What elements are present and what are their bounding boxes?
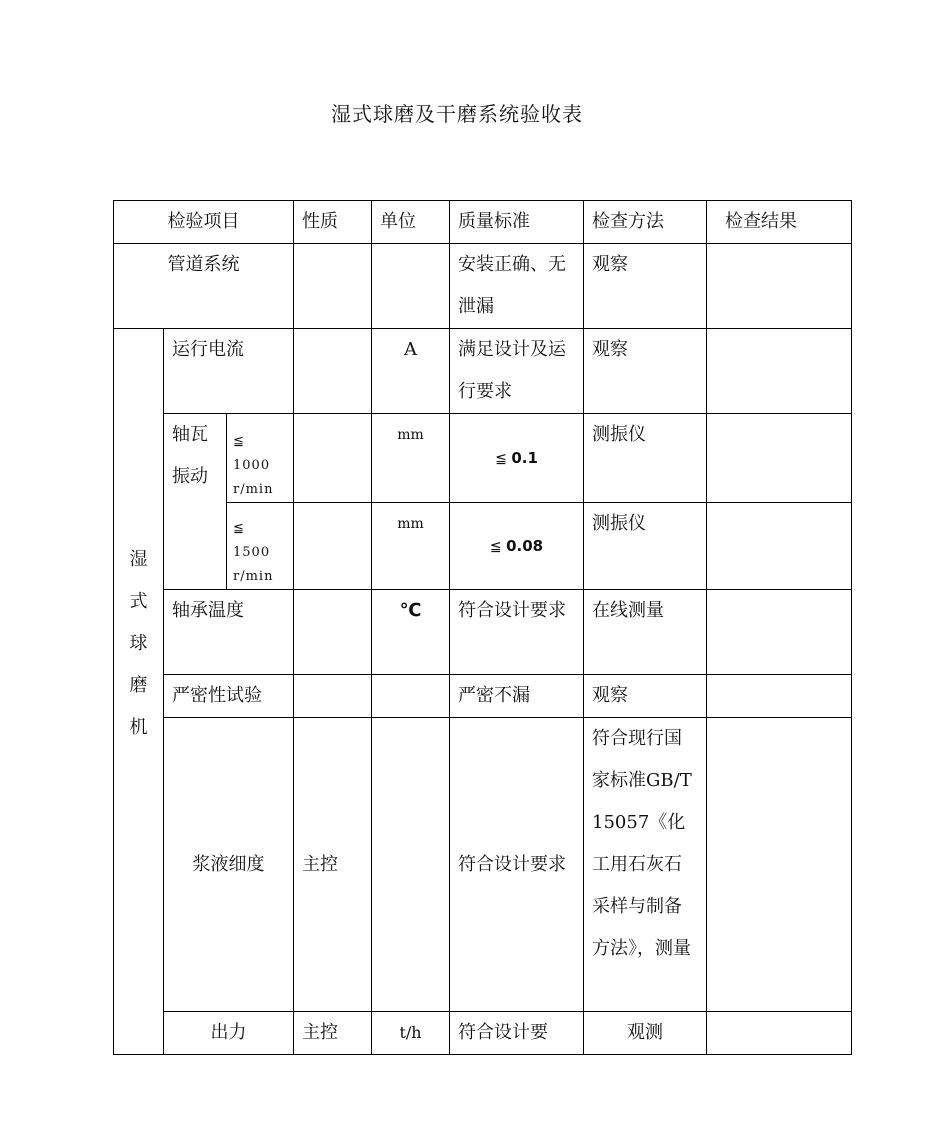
page-title: 湿式球磨及干磨系统验收表 — [331, 102, 583, 126]
slurry-result — [707, 718, 852, 1012]
header-standard: 质量标准 — [450, 201, 584, 244]
vibration-nature-1 — [294, 414, 372, 503]
header-row — [114, 201, 852, 244]
vibration-method-2: 测振仪 — [584, 503, 707, 590]
header-unit: 单位 — [372, 201, 450, 244]
pipe-method: 观察 — [584, 244, 707, 329]
header-result: 检查结果 — [707, 201, 852, 244]
current-result — [707, 329, 852, 414]
current-item: 运行电流 — [164, 329, 294, 414]
temp-result — [707, 590, 852, 675]
table-row — [114, 414, 852, 503]
acceptance-table — [113, 200, 852, 1055]
slurry-unit — [372, 718, 450, 1012]
header-nature: 性质 — [294, 201, 372, 244]
temp-standard: 符合设计要求 — [450, 590, 584, 675]
celsius-symbol: ℃ — [399, 600, 422, 621]
vibration-standard-value: 0.1 — [511, 448, 538, 467]
current-method: 观察 — [584, 329, 707, 414]
table-row — [114, 718, 852, 1012]
le-symbol: ≦ — [489, 538, 502, 555]
current-nature — [294, 329, 372, 414]
output-standard: 符合设计要 — [450, 1012, 584, 1055]
pipe-unit — [372, 244, 450, 329]
table-row — [114, 1012, 852, 1055]
vibration-item-text: 轴瓦振动 — [172, 424, 208, 487]
table-row — [114, 329, 852, 414]
seal-item: 严密性试验 — [164, 675, 294, 718]
header-method: 检查方法 — [584, 201, 707, 244]
slurry-method: 符合现行国家标准GB/T15057《化工用石灰石采样与制备方法》，测量 — [584, 718, 707, 1012]
temp-unit — [372, 590, 450, 675]
le-symbol: ≦ — [495, 450, 507, 467]
pipe-nature — [294, 244, 372, 329]
seal-method: 观察 — [584, 675, 707, 718]
pipe-result — [707, 244, 852, 329]
vibration-result-1 — [707, 414, 852, 503]
seal-result — [707, 675, 852, 718]
output-unit: t/h — [372, 1012, 450, 1055]
vibration-standard-1 — [450, 414, 584, 503]
table-row — [114, 590, 852, 675]
vibration-unit-1: mm — [372, 414, 450, 503]
slurry-nature: 主控 — [294, 718, 372, 1012]
group-label-text: 湿式球磨机 — [129, 549, 148, 738]
group-label — [114, 329, 164, 1055]
slurry-standard-text: 符合设计要求 — [458, 853, 567, 875]
vibration-cond-1000: ≦ 1000 r/min — [227, 414, 294, 503]
table-row — [114, 675, 852, 718]
vibration-result-2 — [707, 503, 852, 590]
vibration-standard-value: 0.08 — [506, 536, 544, 555]
seal-unit — [372, 675, 450, 718]
temp-item: 轴承温度 — [164, 590, 294, 675]
vibration-cond-1500: ≦ 1500 r/min — [227, 503, 294, 590]
output-method: 观测 — [584, 1012, 707, 1055]
vibration-method-1: 测振仪 — [584, 414, 707, 503]
current-standard: 满足设计及运行要求 — [450, 329, 584, 414]
pipe-standard: 安装正确、无泄漏 — [450, 244, 584, 329]
output-nature: 主控 — [294, 1012, 372, 1055]
vibration-standard-2 — [450, 503, 584, 590]
temp-nature — [294, 590, 372, 675]
seal-nature — [294, 675, 372, 718]
seal-standard: 严密不漏 — [450, 675, 584, 718]
vibration-item — [164, 414, 227, 590]
pipe-item: 管道系统 — [114, 244, 294, 329]
output-item: 出力 — [164, 1012, 294, 1055]
current-unit: A — [372, 329, 450, 414]
vibration-nature-2 — [294, 503, 372, 590]
vibration-unit-2: mm — [372, 503, 450, 590]
slurry-item: 浆液细度 — [164, 718, 294, 1012]
slurry-standard — [450, 718, 584, 1012]
table-row — [114, 244, 852, 329]
temp-method: 在线测量 — [584, 590, 707, 675]
output-result — [707, 1012, 852, 1055]
header-item: 检验项目 — [114, 201, 294, 244]
